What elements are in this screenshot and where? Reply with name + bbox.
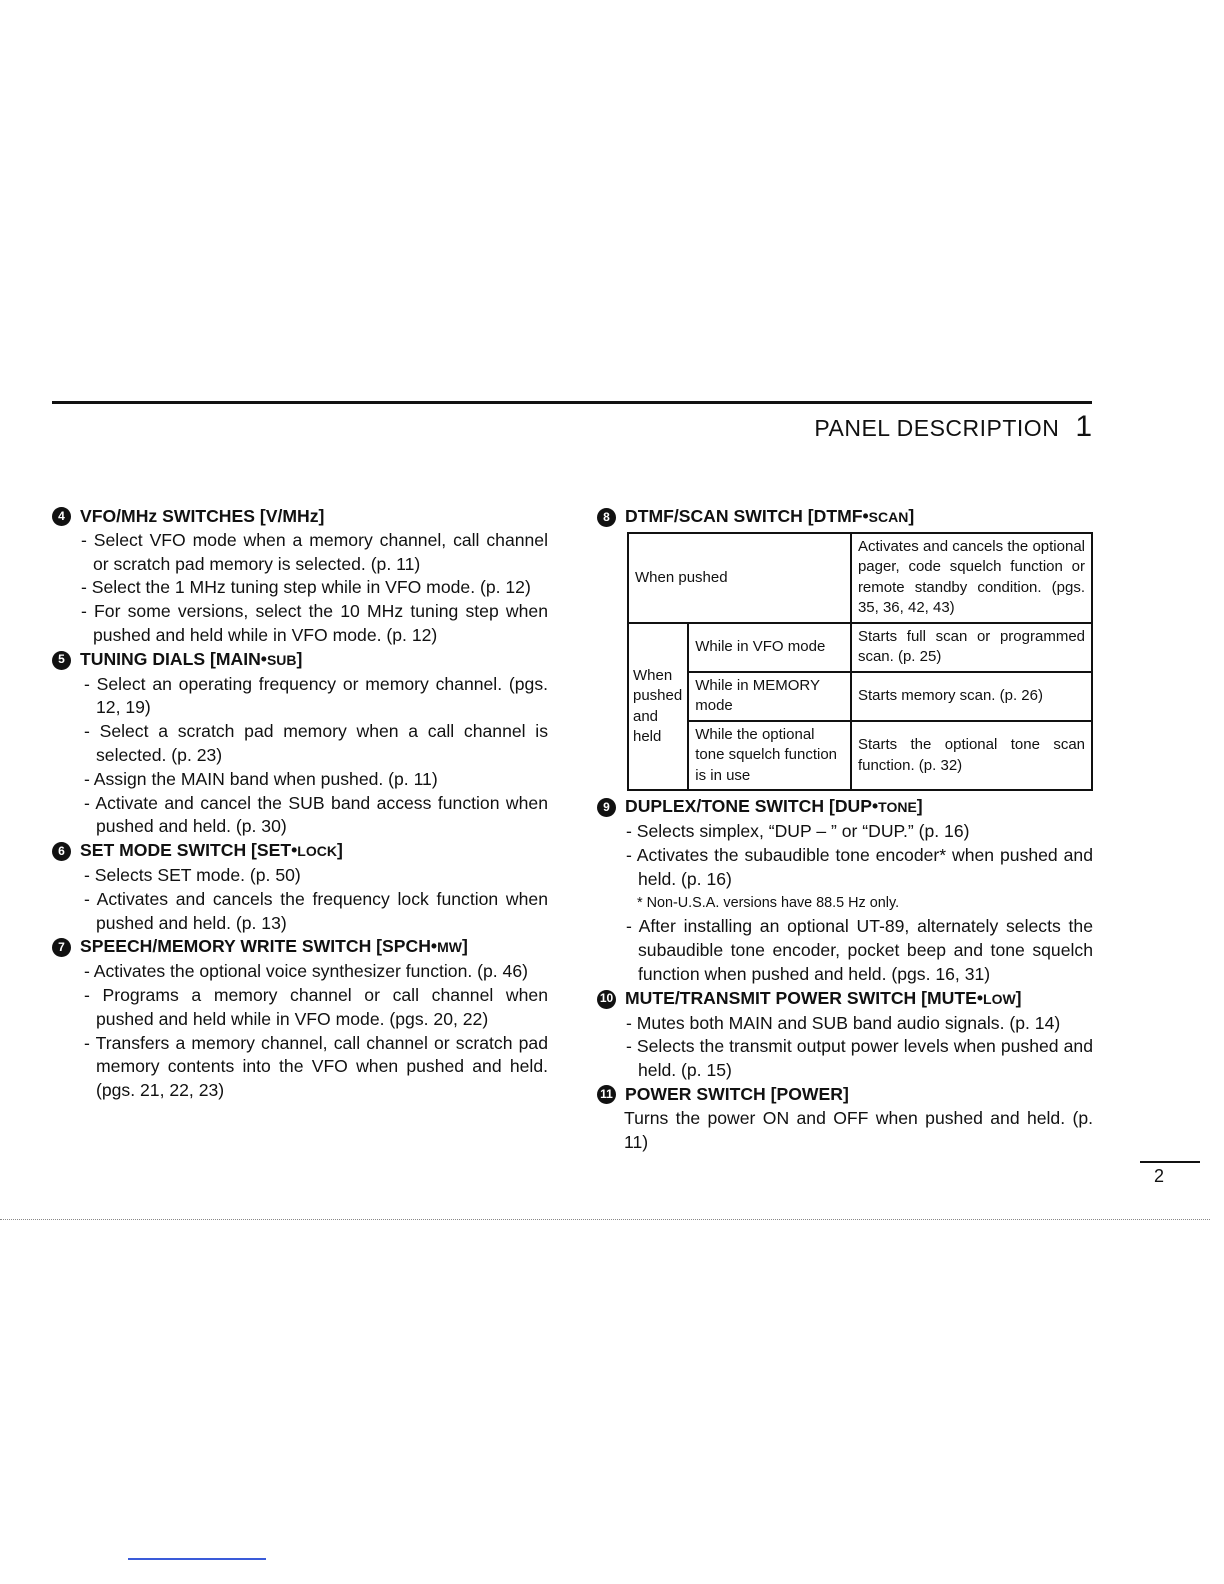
item-title: TUNING DIALS [MAIN•SUB] [80, 648, 303, 669]
item-title: SET MODE SWITCH [SET•LOCK] [80, 840, 343, 861]
item-number-badge: 8 [597, 508, 616, 527]
list-item: - Selects SET mode. (p. 50) [84, 864, 301, 885]
page-header [814, 410, 1092, 444]
table-row [628, 721, 1092, 791]
left-column [52, 505, 548, 1103]
item-vfo-mhz [52, 505, 548, 648]
list-item: - Programs a memory channel or call channel when pushed and held while in VFO mode. (pgs. 20, 22) [84, 984, 548, 1029]
table-cell: Activates and cancels the optional pager, code squelch function or remote standby condition. (pgs. 35, 36, 42, 43) [851, 533, 1092, 623]
list-item: - Activates the subaudible tone encoder* when pushed and held. (p. 16) [626, 844, 1093, 889]
table-cell: When pushed [628, 533, 851, 623]
table-row [628, 533, 1092, 623]
list-item: - Activates and cancels the frequency lock function when pushed and held. (p. 13) [84, 888, 548, 933]
item-number-badge: 5 [52, 651, 71, 670]
list-item: - Select the 1 MHz tuning step while in VFO mode. (p. 12) [81, 577, 531, 598]
item-title: DUPLEX/TONE SWITCH [DUP•TONE] [625, 796, 923, 817]
table-cell: Starts memory scan. (p. 26) [851, 672, 1092, 721]
table-cell: While the optional tone squelch function is in use [688, 721, 851, 791]
scan-artifact-line [0, 1219, 1210, 1220]
page-number-rule [1140, 1161, 1200, 1163]
item-number-badge: 11 [597, 1085, 616, 1104]
list-item: - Activates the optional voice synthesizer function. (p. 46) [84, 961, 528, 982]
list-item: - Selects simplex, “DUP – ” or “DUP.” (p. 16) [626, 821, 970, 842]
item-dtmf-scan [597, 505, 1093, 791]
table-cell: When pushed and held [628, 623, 688, 791]
item-number-badge: 9 [597, 798, 616, 817]
table-cell: While in MEMORY mode [688, 672, 851, 721]
list-item: - For some versions, select the 10 MHz tuning step when pushed and held while in VFO mode. (p. 12) [81, 601, 548, 645]
item-title: DTMF/SCAN SWITCH [DTMF•SCAN] [625, 506, 915, 526]
table-cell: While in VFO mode [688, 623, 851, 672]
list-item: - Transfers a memory channel, call channel or scratch pad memory contents into the VFO when pushed and held. (pgs. 21, 22, 23) [84, 1032, 548, 1101]
list-item: - Mutes both MAIN and SUB band audio signals. (p. 14) [626, 1012, 1061, 1033]
item-set-mode [52, 839, 548, 935]
page-number: 2 [1154, 1166, 1165, 1186]
list-item: - Selects the transmit output power levels when pushed and held. (p. 15) [626, 1036, 1093, 1081]
list-item: - Activate and cancel the SUB band access function when pushed and held. (p. 30) [84, 792, 548, 837]
table-cell: Starts full scan or programmed scan. (p. 25) [851, 623, 1092, 672]
item-title: POWER SWITCH [POWER] [625, 1084, 849, 1105]
list-item: - After installing an optional UT-89, alternately selects the subaudible tone encoder, pocket beep and tone squelch function when pushed and held. (pgs. 16, 31) [626, 916, 1093, 985]
header-rule [52, 401, 1092, 404]
item-power-switch [597, 1083, 1093, 1154]
item-tuning-dials [52, 648, 548, 839]
item-title: SPEECH/MEMORY WRITE SWITCH [SPCH•MW] [80, 936, 468, 957]
list-item: - Select an operating frequency or memory channel. (pgs. 12, 19) [84, 673, 548, 718]
item-number-badge: 10 [597, 990, 616, 1009]
table-row [628, 623, 1092, 672]
item-mute-transmit-power [597, 987, 1093, 1083]
list-item: - Select VFO mode when a memory channel, call channel or scratch pad memory is selected. (p. 11) [81, 529, 548, 574]
footnote: * Non-U.S.A. versions have 88.5 Hz only. [637, 895, 900, 912]
list-item: - Assign the MAIN band when pushed. (p. 11) [84, 768, 438, 789]
table-cell: Starts the optional tone scan function. (p. 32) [851, 721, 1092, 791]
item-description: Turns the power ON and OFF when pushed and held. (p. 11) [624, 1107, 1093, 1152]
item-title: VFO/MHz SWITCHES [V/MHz] [80, 506, 325, 526]
item-number-badge: 6 [52, 842, 71, 861]
bottom-rule [128, 1558, 266, 1560]
item-speech-memory-write [52, 935, 548, 1103]
dtmf-function-table [627, 532, 1093, 792]
item-duplex-tone [597, 795, 1093, 987]
item-number-badge: 7 [52, 938, 71, 957]
chapter-number: 1 [1075, 410, 1092, 443]
item-number-badge: 4 [52, 507, 71, 526]
section-title: PANEL DESCRIPTION [814, 415, 1060, 441]
item-title: MUTE/TRANSMIT POWER SWITCH [MUTE•LOW] [625, 987, 1022, 1008]
list-item: - Select a scratch pad memory when a call channel is selected. (p. 23) [84, 721, 548, 765]
right-column [597, 505, 1093, 1154]
table-row [628, 672, 1092, 721]
